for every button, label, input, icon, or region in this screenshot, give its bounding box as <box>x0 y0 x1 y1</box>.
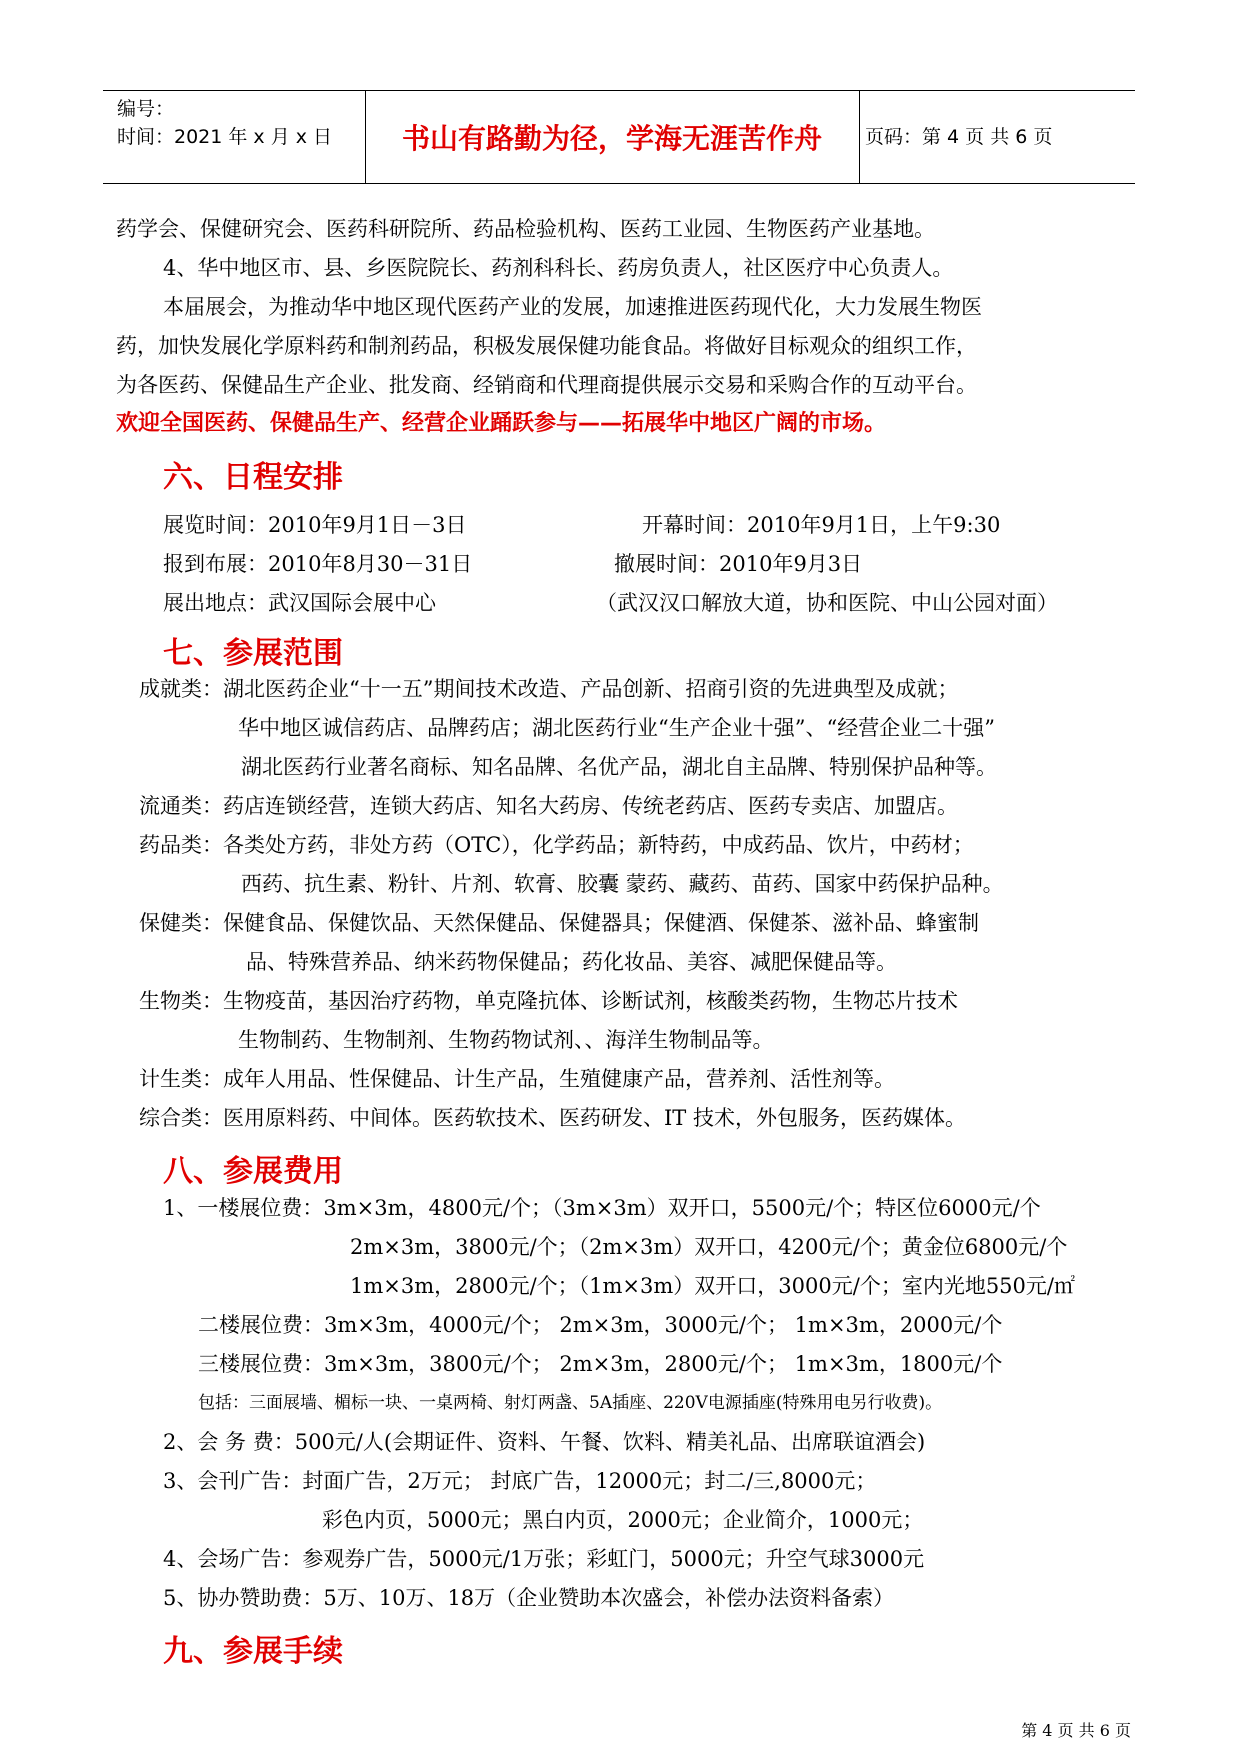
header-time: 时间：2021 年 x 月 x 日 <box>117 126 333 148</box>
scope-line: 计生类：成年人用品、性保健品、计生产品，生殖健康产品，营养剂、活性剂等。 <box>139 1067 895 1091</box>
scope-line: 生物制药、生物制剂、生物药物试剂、、海洋生物制品等。 <box>238 1028 774 1052</box>
page-footer: 第 4 页 共 6 页 <box>1021 1721 1131 1740</box>
intro-line: 4、华中地区市、县、乡医院院长、药剂科科长、药房负责人，社区医疗中心负责人。 <box>163 256 954 280</box>
fee-line: 二楼展位费：3m×3m，4000元/个； 2m×3m，3000元/个； 1m×3m，2000元/个 <box>198 1313 1003 1337</box>
removal-time: 撤展时间：2010年9月3日 <box>614 552 863 576</box>
scope-line: 品、特殊营养品、纳米药物保健品；药化妆品、美容、减肥保健品等。 <box>246 950 897 974</box>
fee-line: 2m×3m，3800元/个；（2m×3m）双开口，4200元/个；黄金位6800元/个 <box>350 1235 1068 1259</box>
section-heading-scope: 七、参展范围 <box>163 636 343 671</box>
scope-line: 西药、抗生素、粉针、片剂、软膏、胶囊 蒙药、藏药、苗药、国家中药保护品种。 <box>241 872 1004 896</box>
scope-line: 成就类：湖北医药企业“十一五”期间技术改造、产品创新、招商引资的先进典型及成就； <box>139 677 959 701</box>
page-header <box>103 90 1135 184</box>
section-heading-fees: 八、参展费用 <box>163 1154 343 1189</box>
exhibit-time: 展览时间：2010年9月1日－3日 <box>163 513 467 537</box>
fee-note: 包括：三面展墙、楣标一块、一桌两椅、射灯两盏、5A插座、220V电源插座(特殊用电另行收费)。 <box>198 1393 943 1413</box>
intro-line: 为各医药、保健品生产企业、批发商、经销商和代理商提供展示交易和采购合作的互动平台。 <box>116 373 977 397</box>
header-divider <box>859 91 860 183</box>
header-meta <box>117 95 332 151</box>
scope-line: 保健类：保健食品、保健饮品、天然保健品、保健器具；保健酒、保健茶、滋补品、蜂蜜制 <box>139 911 979 935</box>
scope-line: 湖北医药行业著名商标、知名品牌、名优产品，湖北自主品牌、特别保护品种等。 <box>241 755 997 779</box>
fee-line: 4、会场广告：参观券广告，5000元/1万张；彩虹门，5000元；升空气球3000元 <box>163 1547 925 1571</box>
section-heading-schedule: 六、日程安排 <box>163 460 343 495</box>
fee-line: 1、一楼展位费：3m×3m，4800元/个；（3m×3m）双开口，5500元/个；特区位6000元/个 <box>163 1196 1041 1220</box>
fee-line: 三楼展位费：3m×3m，3800元/个； 2m×3m，2800元/个； 1m×3m，1800元/个 <box>198 1352 1003 1376</box>
header-page: 页码：第 4 页 共 6 页 <box>865 126 1053 148</box>
scope-line: 药品类：各类处方药，非处方药（OTC），化学药品；新特药，中成药品、饮片，中药材； <box>139 833 974 857</box>
venue: 展出地点：武汉国际会展中心 <box>163 591 436 615</box>
opening-time: 开幕时间：2010年9月1日，上午9:30 <box>642 513 1001 537</box>
slogan: 欢迎全国医药、保健品生产、经营企业踊跃参与——拓展华中地区广阔的市场。 <box>116 411 887 436</box>
fee-line: 2、会 务 费：500元/人(会期证件、资料、午餐、饮料、精美礼品、出席联谊酒会) <box>163 1430 926 1454</box>
fee-line: 彩色内页，5000元；黑白内页，2000元；企业简介，1000元； <box>322 1508 924 1532</box>
setup-time: 报到布展：2010年8月30－31日 <box>163 552 473 576</box>
header-number: 编号： <box>117 98 175 120</box>
venue-address: （武汉汉口解放大道，协和医院、中山公园对面） <box>596 591 1058 615</box>
fee-line: 1m×3m，2800元/个；（1m×3m）双开口，3000元/个；室内光地550元/㎡ <box>350 1274 1075 1298</box>
scope-line: 流通类：药店连锁经营，连锁大药店、知名大药房、传统老药店、医药专卖店、加盟店。 <box>139 794 958 818</box>
intro-line: 药，加快发展化学原料药和制剂药品，积极发展保健功能食品。将做好目标观众的组织工作， <box>116 334 977 358</box>
intro-line: 药学会、保健研究会、医药科研院所、药品检验机构、医药工业园、生物医药产业基地。 <box>116 217 935 241</box>
scope-line: 华中地区诚信药店、品牌药店；湖北医药行业“生产企业十强”、“经营企业二十强” <box>238 716 995 740</box>
intro-line: 本届展会，为推动华中地区现代医药产业的发展，加速推进医药现代化，大力发展生物医 <box>163 295 982 319</box>
header-motto: 书山有路勤为径，学海无涯苦作舟 <box>401 122 822 155</box>
fee-line: 5、协办赞助费：5万、10万、18万（企业赞助本次盛会，补偿办法资料备索） <box>163 1586 895 1610</box>
section-heading-procedures: 九、参展手续 <box>163 1634 343 1669</box>
scope-line: 综合类：医用原料药、中间体。医药软技术、医药研发、IT 技术，外包服务，医药媒体。 <box>139 1106 966 1130</box>
scope-line: 生物类：生物疫苗，基因治疗药物，单克隆抗体、诊断试剂，核酸类药物，生物芯片技术 <box>139 989 958 1013</box>
fee-line: 3、会刊广告：封面广告，2万元； 封底广告，12000元；封二/三,8000元； <box>163 1469 877 1493</box>
